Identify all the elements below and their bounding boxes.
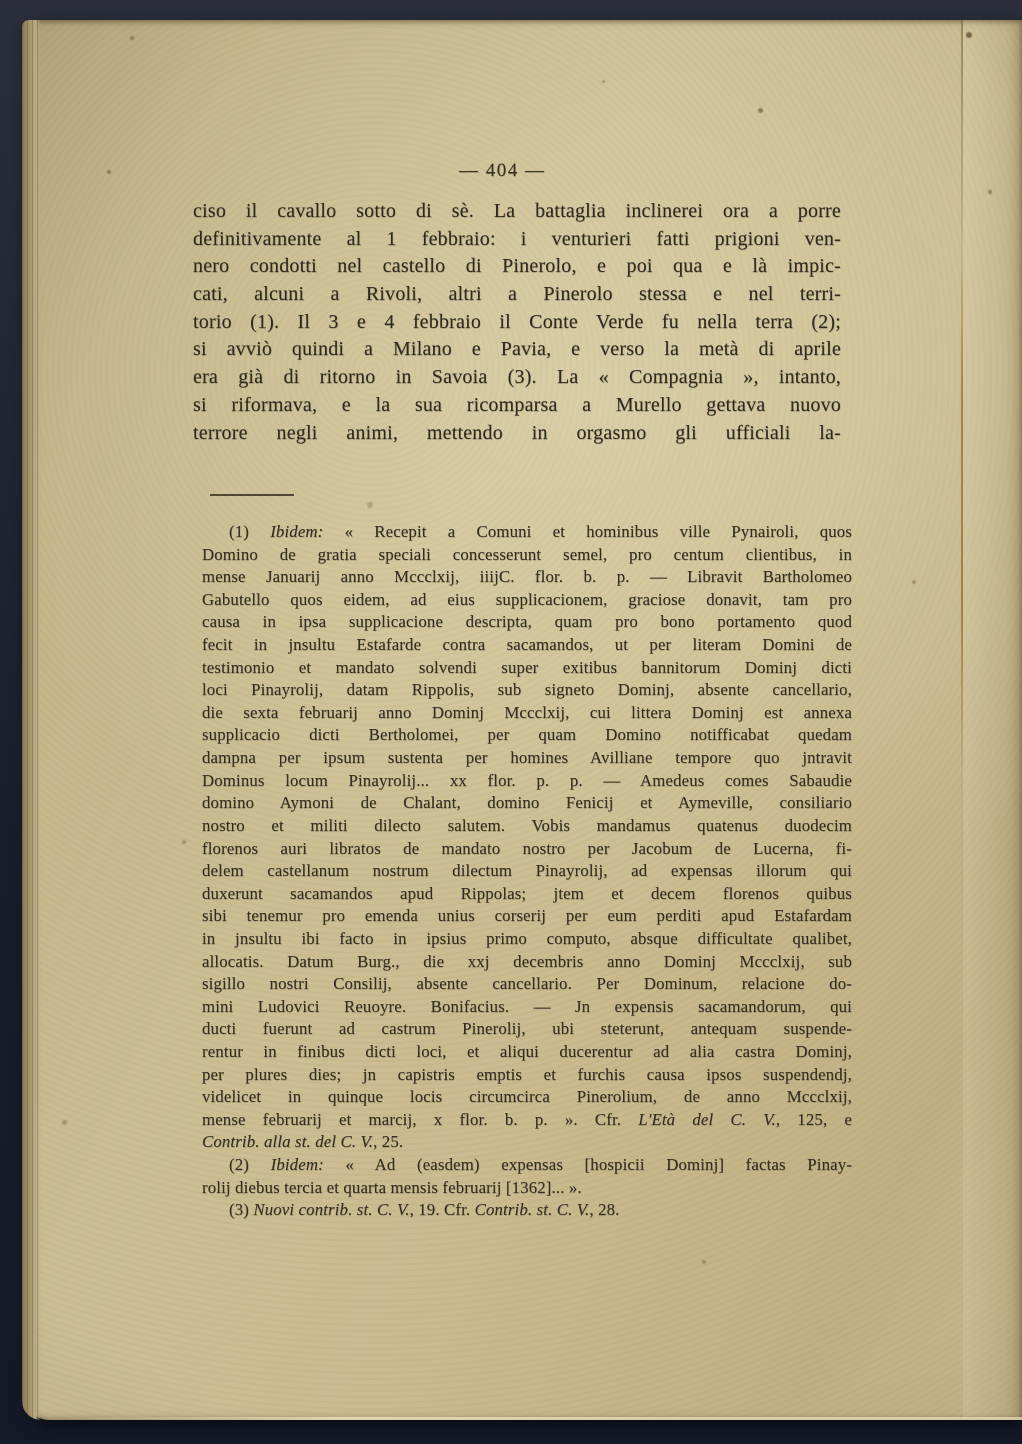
footnote-line: rentur in finibus dicti loci, et aliqui ducerentur ad alia castra Dominj, — [202, 1042, 852, 1062]
footnote-text: , 125, e — [775, 1109, 852, 1129]
footnotes-block — [202, 521, 852, 1222]
footnote-line: mense Januarij anno Mccclxij, iiijC. flor. b. p. — Libravit Bartholomeo — [202, 567, 852, 587]
paper-crease-line — [961, 20, 963, 960]
text-line: torio (1). Il 3 e 4 febbraio il Conte Verde fu nella terra (2); — [193, 310, 841, 333]
citation-italic: Ibidem: — [270, 522, 324, 541]
footnote-text: , 28. — [589, 1200, 620, 1220]
footnote-line — [202, 1109, 852, 1132]
footnote-line — [202, 1154, 852, 1177]
footnote-text: , 19. Cfr. — [409, 1200, 475, 1220]
footnote-marker: (3) — [229, 1200, 254, 1220]
paper-speck — [367, 502, 373, 508]
footnote-line: delem castellanum nostrum dilectum Pinayrolij, ad expensas illorum qui — [202, 861, 852, 881]
footnote-line — [202, 1131, 852, 1154]
text-line: si avviò quindi a Milano e Pavia, e verso la metà di aprile — [193, 338, 841, 361]
footnote-line: domino Aymoni de Chalant, domino Fenicij et Aymeville, consiliario — [202, 793, 852, 813]
paper-speck — [988, 190, 992, 194]
paper-speck — [62, 1120, 67, 1125]
main-text-block — [193, 198, 841, 447]
footnote-line: florenos auri libratos de mandato nostro per Jacobum de Lucerna, fi- — [202, 838, 852, 858]
text-line: nero condotti nel castello di Pinerolo, e poi qua e là impic- — [193, 255, 841, 278]
book-page — [22, 20, 1022, 1420]
text-line: ciso il cavallo sotto di sè. La battaglia inclinerei ora a porre — [193, 200, 841, 222]
footnote-line — [202, 521, 852, 544]
footnote-separator — [210, 494, 294, 496]
paper-speck — [130, 36, 134, 40]
footnote-line: fecit in jnsultu Estafarde contra sacamandos, ut per literam Domini de — [202, 635, 852, 655]
footnote-line: rolij diebus tercia et quarta mensis februarij [1362]... ». — [202, 1177, 582, 1197]
footnote-line: sibi tenemur pro emenda unius corserij per eum perditi apud Estafardam — [202, 906, 852, 926]
paper-speck — [758, 108, 763, 113]
paper-speck — [912, 580, 916, 584]
paper-speck — [107, 170, 111, 174]
footnote-line: die sexta februarij anno Dominj Mccclxij, cui littera Dominj est annexa — [202, 702, 852, 722]
footnote-line: causa in ipsa supplicacione descripta, quam pro bono portamento quod — [202, 612, 852, 632]
citation-italic: Contrib. alla st. del C. V. — [202, 1132, 374, 1152]
footnote-marker: (1) — [229, 522, 271, 541]
paper-speck — [602, 80, 605, 83]
footnote-1 — [202, 521, 852, 1154]
footnote-text: , 25. — [373, 1132, 404, 1152]
footnote-line: Domino de gratia speciali concesserunt semel, pro centum clientibus, in — [202, 544, 852, 564]
footnote-line: in jnsultu ibi facto in ipsius primo computo, absque difficultate qualibet, — [202, 928, 852, 948]
footnote-line: sigillo nostri Consilij, absente cancellario. Per Dominum, relacione do- — [202, 974, 852, 994]
footnote-marker: (2) — [229, 1155, 271, 1175]
paper-speck — [966, 32, 972, 38]
text-line: cati, alcuni a Rivoli, altri a Pinerolo stessa e nel terri- — [193, 283, 841, 306]
footnote-line: supplicacio dicti Bertholomei, per quam Domino notifficabat quedam — [202, 725, 852, 745]
page-bottom-edge — [36, 1417, 1022, 1420]
footnote-text: « Ad (easdem) expensas [hospicii Dominj] factas Pinay- — [323, 1155, 852, 1175]
footnote-line: Dominus locum Pinayrolij... xx flor. p. p. — Amedeus comes Sabaudie — [202, 770, 852, 790]
footnote-line: nostro et militi dilecto salutem. Vobis mandamus quatenus duodecim — [202, 815, 852, 835]
stacked-page-edges — [22, 20, 41, 1420]
text-line: era già di ritorno in Savoia (3). La « Compagnia », intanto, — [193, 366, 841, 389]
footnote-line: Gabutello quos eidem, ad eius supplicacionem, graciose donavit, tam pro — [202, 589, 852, 609]
footnote-line: duxerunt sacamandos apud Rippolas; jtem et decem florenos quibus — [202, 883, 852, 903]
citation-italic: Ibidem: — [270, 1155, 324, 1175]
footnote-line: per plures dies; jn capistris emptis et furchis causa ipsos suspendendj, — [202, 1064, 852, 1084]
paper-crease-shading — [963, 20, 1022, 1420]
footnote-2 — [202, 1154, 852, 1199]
footnote-line: mini Ludovici Reuoyre. Bonifacius. — Jn expensis sacamandorum, qui — [202, 996, 852, 1016]
citation-italic: Nuovi contrib. st. C. V. — [253, 1200, 410, 1220]
citation-italic: L'Età del C. V. — [638, 1109, 776, 1129]
footnote-line — [202, 1199, 852, 1222]
page-number: — 404 — — [459, 160, 546, 181]
citation-italic: Contrib. st. C. V. — [474, 1200, 590, 1220]
footnote-line: testimonio et mandato solvendi super exitibus bannitorum Dominj dicti — [202, 657, 852, 677]
footnote-text: « Recepit a Comuni et hominibus ville Pynairoli, quos — [323, 522, 852, 541]
footnote-line: allocatis. Datum Burg., die xxj decembris anno Dominj Mccclxij, sub — [202, 951, 852, 971]
footnote-line: dampna per ipsum sustenta per homines Avilliane tempore quo jntravit — [202, 748, 852, 768]
footnote-text: mense februarij et marcij, x flor. b. p. ». Cfr. — [202, 1109, 639, 1129]
paper-speck — [182, 840, 186, 844]
footnote-line: videlicet in quinque locis circumcirca Pinerolium, de anno Mccclxij, — [202, 1087, 852, 1107]
text-line: si riformava, e la sua ricomparsa a Murello gettava nuovo — [193, 393, 841, 416]
footnote-line: ducti fuerunt ad castrum Pinerolij, ubi steterunt, antequam suspende- — [202, 1019, 852, 1039]
footnote-line: loci Pinayrolij, datam Rippolis, sub signeto Dominj, absente cancellario, — [202, 680, 852, 700]
footnote-3 — [202, 1199, 852, 1222]
text-line: terrore negli animi, mettendo in orgasmo gli ufficiali la- — [193, 421, 841, 444]
text-line: definitivamente al 1 febbraio: i venturieri fatti prigioni ven- — [193, 227, 841, 250]
paper-speck — [702, 1260, 706, 1264]
